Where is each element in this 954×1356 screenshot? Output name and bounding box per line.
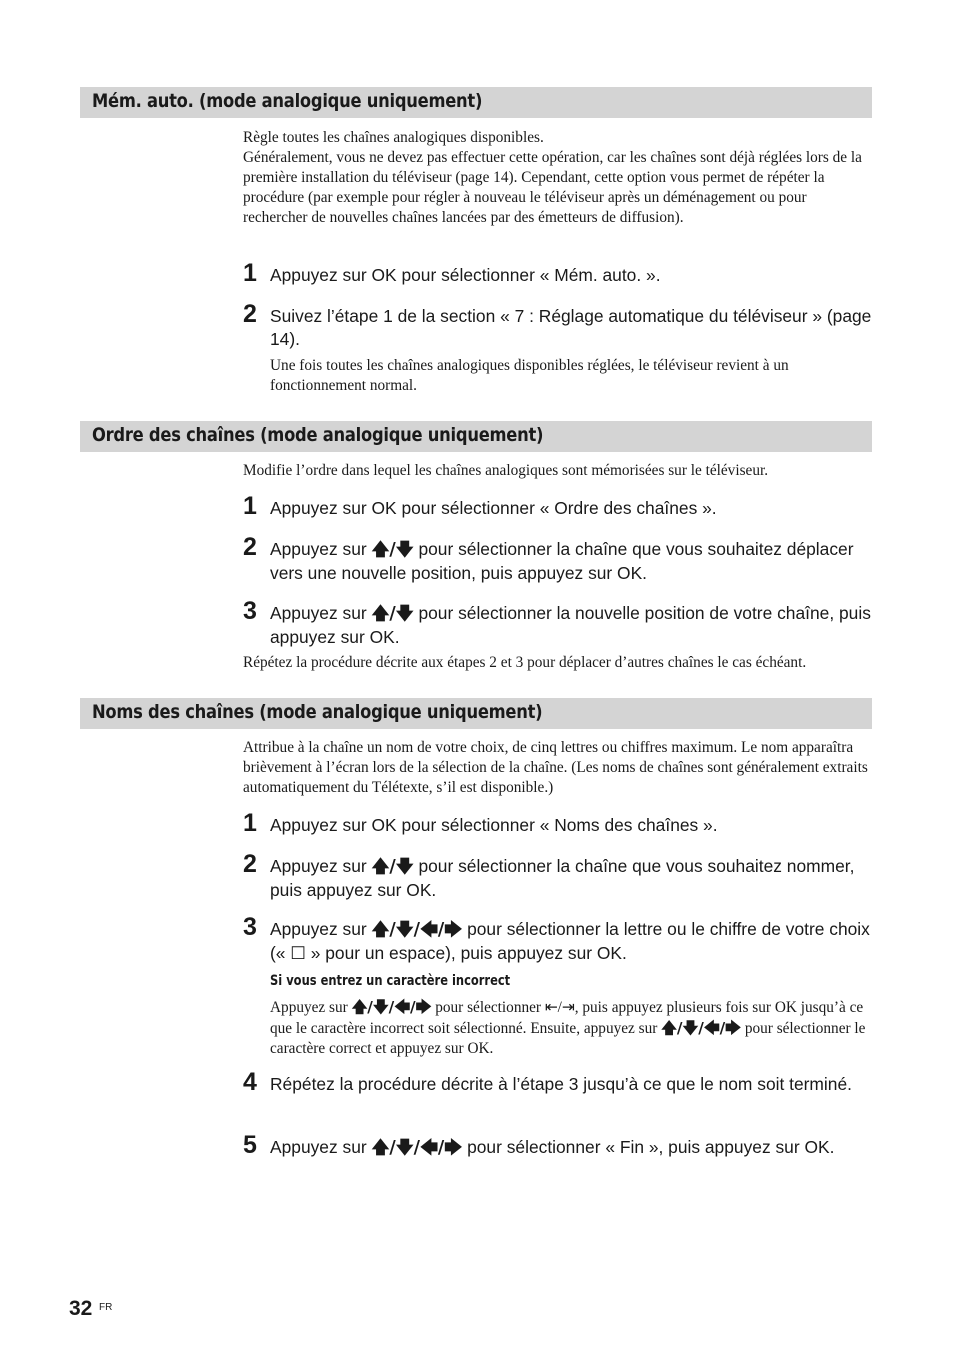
tip-heading: Si vous entrez un caractère incorrect: [270, 973, 511, 989]
step-text: Appuyez sur 🡅/🡇 pour sélectionner la nouvelle position de votre chaîne, puis appuyez sur OK.: [270, 603, 871, 647]
page-number: 32: [69, 1297, 93, 1320]
step-text: Appuyez sur 🡅/🡇 pour sélectionner la chaîne que vous souhaitez nommer, puis appuyez sur OK.: [270, 856, 855, 900]
section-heading-noms-chaines: Noms des chaînes (mode analogique uniquement): [80, 698, 872, 729]
step-number: 1: [243, 259, 257, 287]
up-down-arrow-icon: 🡅/🡇: [371, 857, 414, 877]
up-down-arrow-icon: 🡅/🡇: [371, 604, 414, 624]
section-intro: Modifie l’ordre dans lequel les chaînes analogiques sont mémorisées sur le téléviseur.: [243, 462, 769, 479]
step-number: 3: [243, 913, 257, 941]
tip-paragraph: Appuyez sur 🡅/🡇/🡄/🡆 pour sélectionner ⇤/⇥, puis appuyez plusieurs fois sur OK jusqu’à ce que le caractère incorrect soit sélectionné. Ensuite, appuyez sur 🡅/🡇/🡄/🡆 pour sélectionner le caractère correct et appuyez sur OK.: [270, 998, 866, 1057]
step-number: 5: [243, 1131, 257, 1159]
four-way-arrow-icon: 🡅/🡇/🡄/🡆: [661, 1019, 741, 1037]
step-text: Suivez l’étape 1 de la section « 7 : Réglage automatique du téléviseur » (page 14).: [270, 306, 872, 349]
intro-paragraph: Généralement, vous ne devez pas effectuer cette opération, car les chaînes sont déjà réglées lors de la première installation du téléviseur (page 14). Cependant, cette option vous permet de répéter la procédure (par exemple pour régler à nouveau le téléviseur après un déménagement ou pour rechercher de nouvelles chaînes lancées par des émetteurs de diffusion).: [243, 149, 862, 226]
four-way-arrow-icon: 🡅/🡇/🡄/🡆: [371, 920, 463, 940]
step-text: Appuyez sur 🡅/🡇 pour sélectionner la chaîne que vous souhaitez déplacer vers une nouvelle position, puis appuyez sur OK.: [270, 539, 854, 583]
step-number: 2: [243, 850, 257, 878]
step-text: Appuyez sur 🡅/🡇/🡄/🡆 pour sélectionner la lettre ou le chiffre de votre choix (« ☐ » pour un espace), puis appuyez sur OK.: [270, 919, 870, 963]
intro-line: Règle toutes les chaînes analogiques disponibles.: [243, 129, 544, 146]
step-number: 1: [243, 492, 257, 520]
step-number: 2: [243, 533, 257, 561]
section-note: Répétez la procédure décrite aux étapes 2 et 3 pour déplacer d’autres chaînes le cas échéant.: [243, 654, 807, 671]
four-way-arrow-icon: 🡅/🡇/🡄/🡆: [371, 1138, 463, 1158]
step-text: Appuyez sur OK pour sélectionner « Mém. auto. ».: [270, 265, 661, 285]
language-code: FR: [99, 1302, 113, 1313]
step-text: Répétez la procédure décrite à l’étape 3 jusqu’à ce que le nom soit terminé.: [270, 1074, 852, 1094]
section-intro: Attribue à la chaîne un nom de votre choix, de cinq lettres ou chiffres maximum. Le nom apparaîtra brièvement à l’écran lors de la sélection de la chaîne. (Les noms de chaînes sont généralement extraits automatiquement du Télétexte, s’il est disponible.): [243, 739, 868, 796]
step-note: Une fois toutes les chaînes analogiques disponibles réglées, le téléviseur revient à un fonctionnement normal.: [270, 357, 789, 394]
step-number: 3: [243, 597, 257, 625]
up-down-arrow-icon: 🡅/🡇: [371, 540, 414, 560]
step-text: Appuyez sur OK pour sélectionner « Ordre des chaînes ».: [270, 498, 717, 518]
step-number: 1: [243, 809, 257, 837]
step-text: Appuyez sur 🡅/🡇/🡄/🡆 pour sélectionner « Fin », puis appuyez sur OK.: [270, 1137, 835, 1158]
section-heading-ordre-chaines: Ordre des chaînes (mode analogique uniquement): [80, 421, 872, 452]
section-heading-mem-auto: Mém. auto. (mode analogique uniquement): [80, 87, 872, 118]
four-way-arrow-icon: 🡅/🡇/🡄/🡆: [351, 998, 432, 1016]
step-text: Appuyez sur OK pour sélectionner « Noms des chaînes ».: [270, 815, 718, 835]
cursor-move-icon: ⇤/⇥: [544, 999, 575, 1016]
step-number: 4: [243, 1068, 257, 1096]
section-intro: [243, 128, 873, 228]
step-number: 2: [243, 300, 257, 328]
